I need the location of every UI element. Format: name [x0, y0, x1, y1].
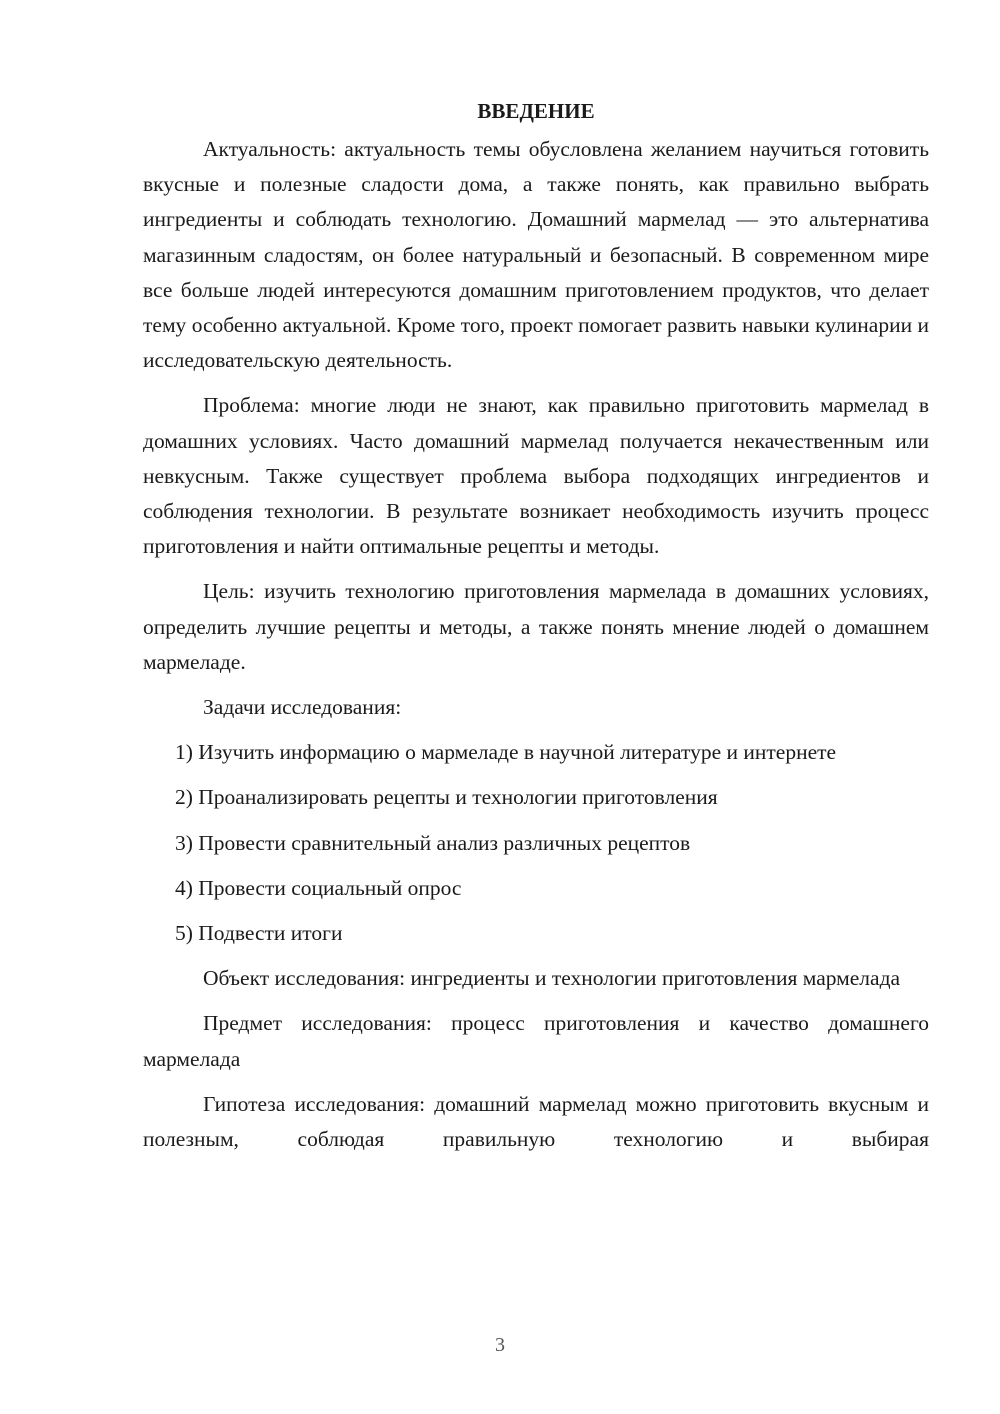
task-item: 3) Провести сравнительный анализ различных рецептов [175, 830, 691, 855]
page-number: 3 [495, 1334, 505, 1356]
hypothesis-paragraph: Гипотеза исследования: домашний мармелад можно приготовить вкусным и полезным, соблюдая правильную технологию и выбирая [143, 1091, 929, 1152]
goal-paragraph: Цель: изучить технологию приготовления мармелада в домашних условиях, определить лучшие рецепты и методы, а также понять мнение людей о домашнем мармеладе. [143, 579, 929, 674]
relevance-paragraph: Актуальность: актуальность темы обусловлена желанием научиться готовить вкусные и полезные сладости дома, а также понять, как правильно выбрать ингредиенты и соблюдать технологию. Домашний мармелад — это альтернатива магазинным сладостям, он более натуральный и безопасный. В современном мире все больше людей интересуются домашним приготовлением продуктов, что делает тему особенно актуальной. Кроме того, проект помогает развить навыки кулинарии и исследовательскую деятельность. [143, 137, 929, 373]
problem-paragraph: Проблема: многие люди не знают, как правильно приготовить мармелад в домашних условиях. Часто домашний мармелад получается некачественным или невкусным. Также существует проблема выбора подходящих ингредиентов и соблюдения технологии. В результате возникает необходимость изучить процесс приготовления и найти оптимальные рецепты и методы. [143, 393, 929, 559]
object-paragraph: Объект исследования: ингредиенты и технологии приготовления мармелада [203, 966, 901, 991]
task-item: 1) Изучить информацию о мармеладе в научной литературе и интернете [175, 740, 837, 765]
task-item: 4) Провести социальный опрос [175, 875, 462, 900]
task-item: 2) Проанализировать рецепты и технологии приготовления [175, 785, 718, 810]
tasks-list [143, 735, 929, 951]
subject-paragraph: Предмет исследования: процесс приготовления и качество домашнего мармелада [143, 1011, 929, 1071]
page-content [143, 96, 929, 1167]
task-item: 5) Подвести итоги [175, 921, 343, 946]
tasks-heading: Задачи исследования: [203, 695, 402, 720]
section-title: ВВЕДЕНИЕ [477, 99, 595, 123]
